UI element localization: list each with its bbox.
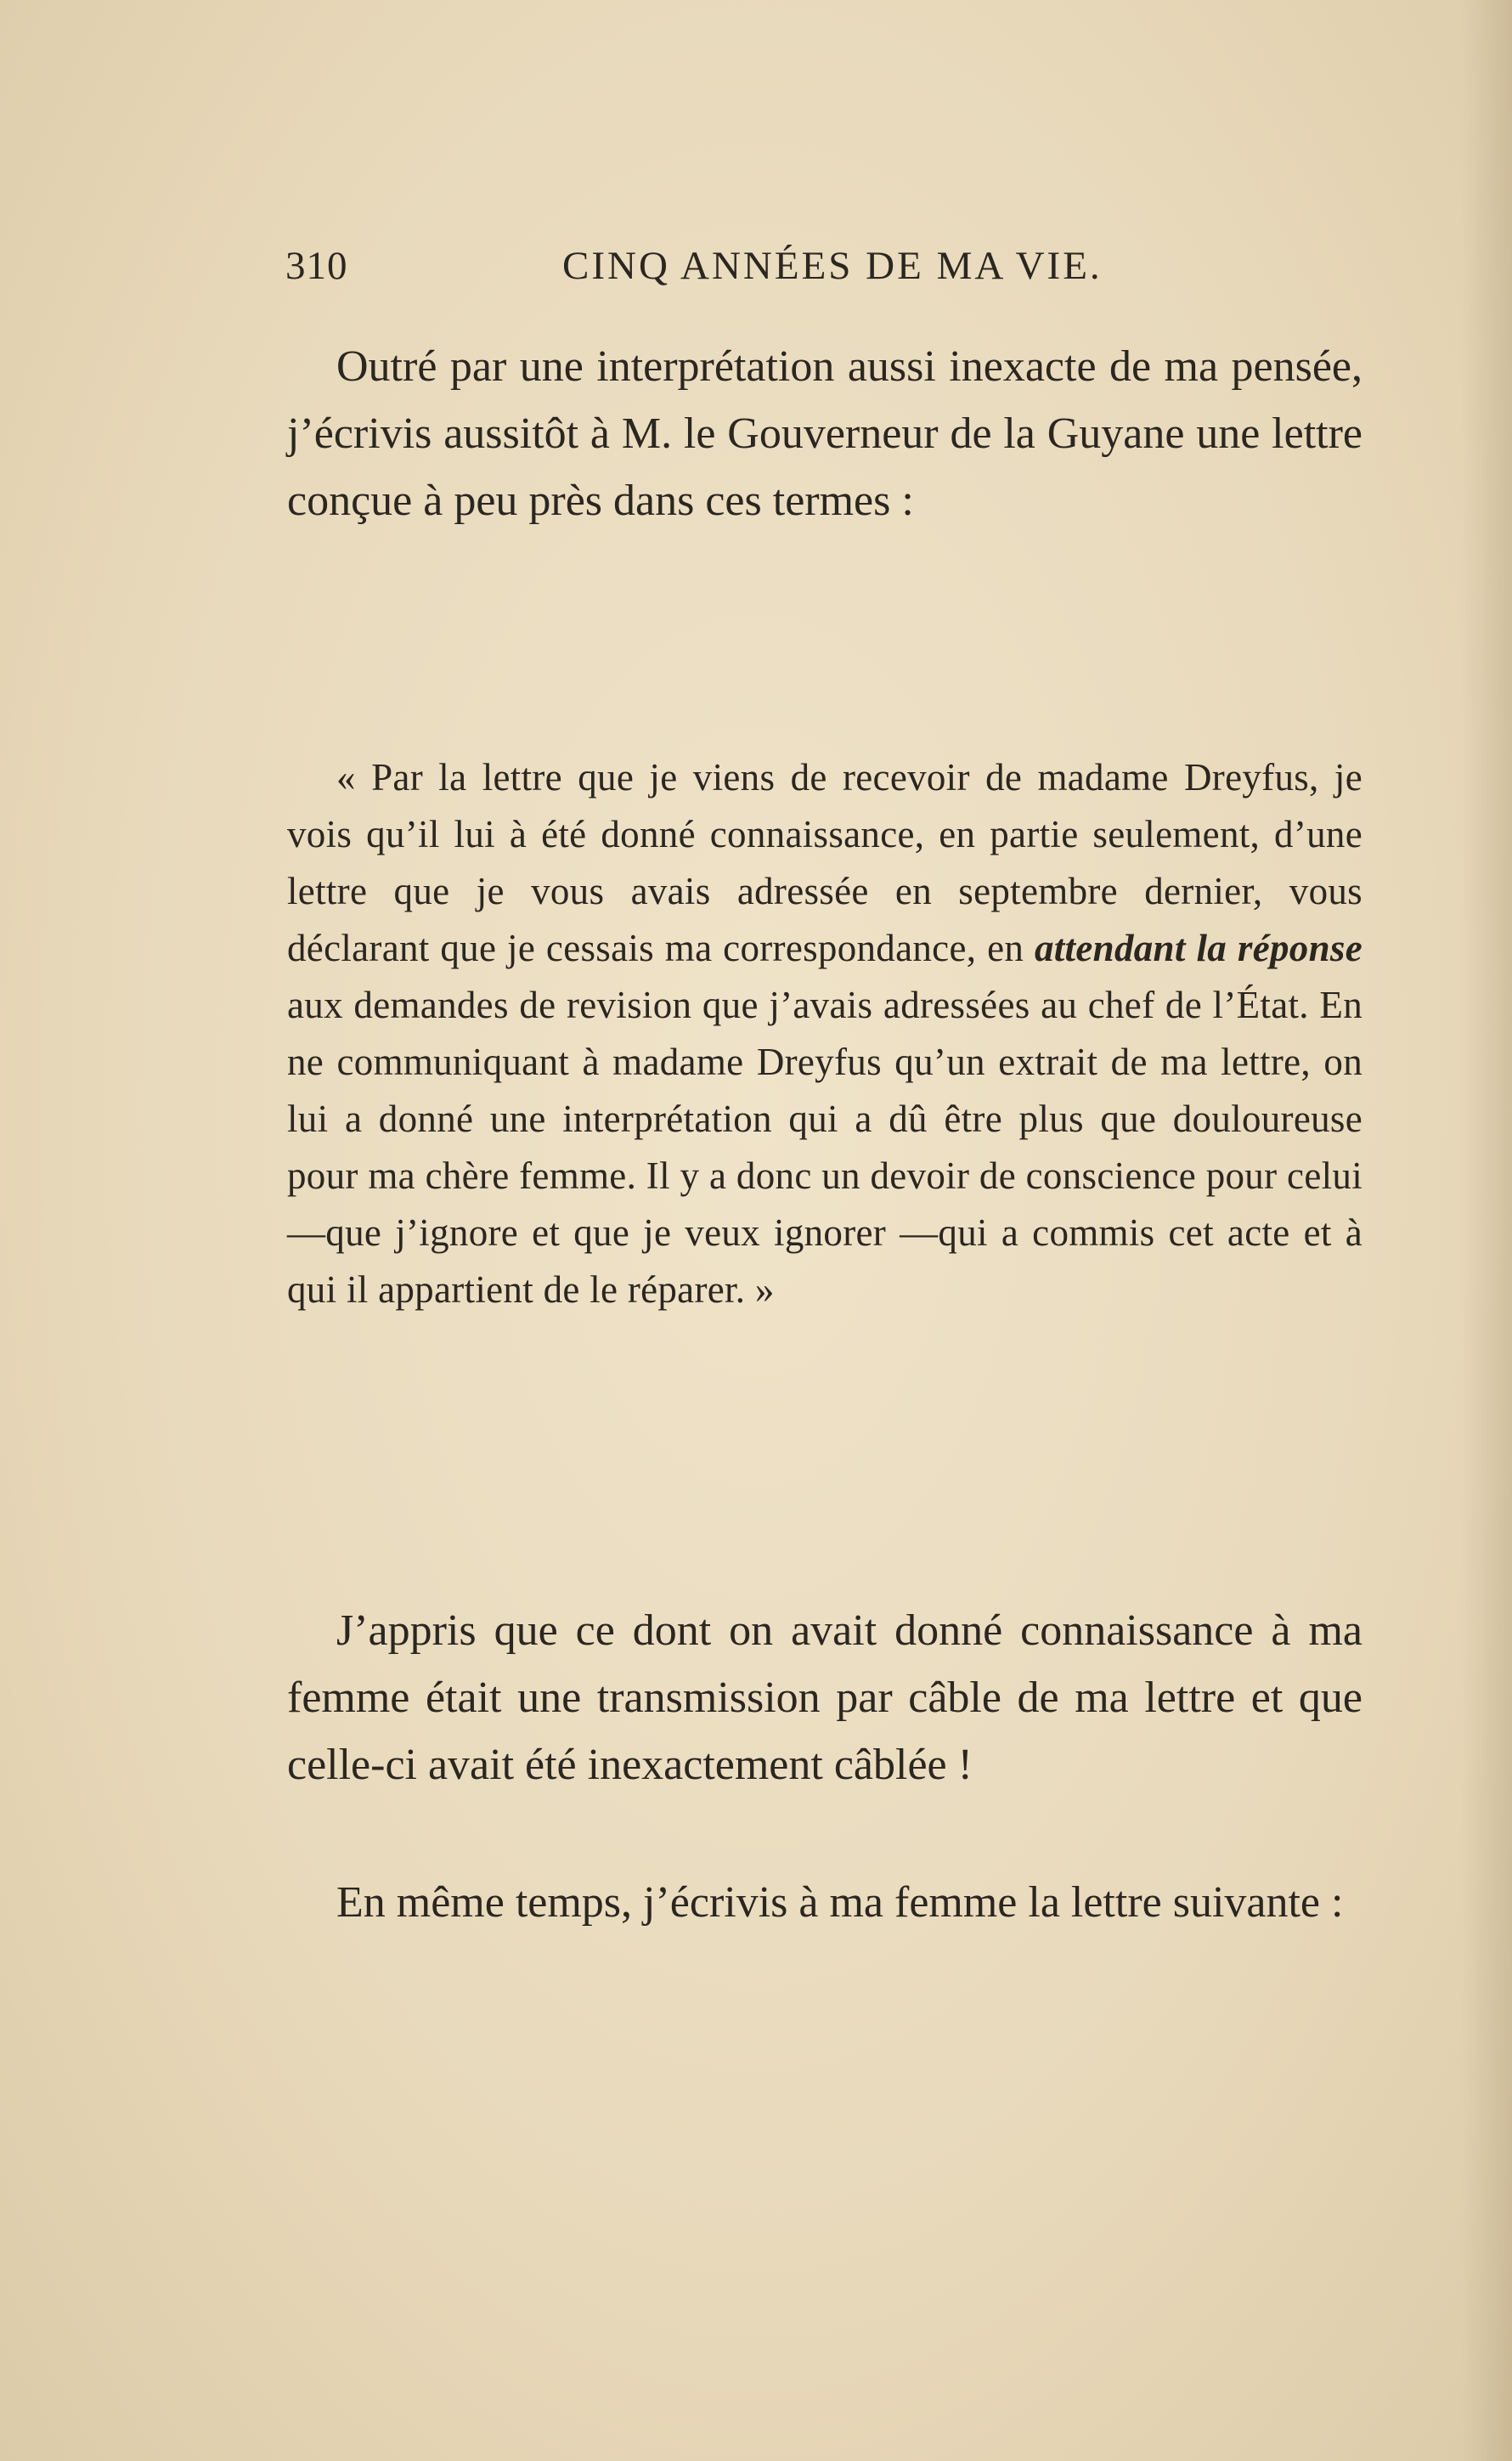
quoted-letter-emphasis: attendant la réponse bbox=[1034, 927, 1362, 969]
quoted-letter bbox=[287, 749, 1362, 1318]
running-head bbox=[285, 243, 1390, 294]
quoted-letter-part-1: « Par la lettre que je viens de recevoir de madame Dreyfus, je vois qu’il lui à été donné connaissance, en partie seulement, d’une lettre que je vous avais adressée en septembre dernier, vous déclarant que je cessais ma correspondance, en bbox=[287, 756, 1362, 969]
page-edge-shadow bbox=[1461, 0, 1512, 2461]
paragraph-intro: Outré par une interprétation aussi inexacte de ma pensée, j’écrivis aussitôt à M. le Gouverneur de la Guyane une lettre conçue à peu près dans ces termes : bbox=[287, 342, 1362, 525]
paragraph-cable: J’appris que ce dont on avait donné connaissance à ma femme était une transmission par câble de ma lettre et que celle-ci avait été inexactement câblée ! bbox=[287, 1606, 1362, 1789]
running-title: CINQ ANNÉES DE MA VIE. bbox=[562, 244, 1103, 288]
paragraph-letter-intro: En même temps, j’écrivis à ma femme la lettre suivante : bbox=[336, 1878, 1344, 1927]
quoted-letter-part-2: aux demandes de revision que j’avais adressées au chef de l’État. En ne communiquant à madame Dreyfus qu’un extrait de ma lettre, on lui a donné une interprétation qui a dû être plus que douloureuse pour ma chère femme. Il y a donc un devoir de conscience pour celui —que j’ignore et que je veux ignorer —qui a commis cet acte et à qui il appartient de le réparer. » bbox=[287, 984, 1362, 1311]
page-number: 310 bbox=[285, 244, 348, 288]
